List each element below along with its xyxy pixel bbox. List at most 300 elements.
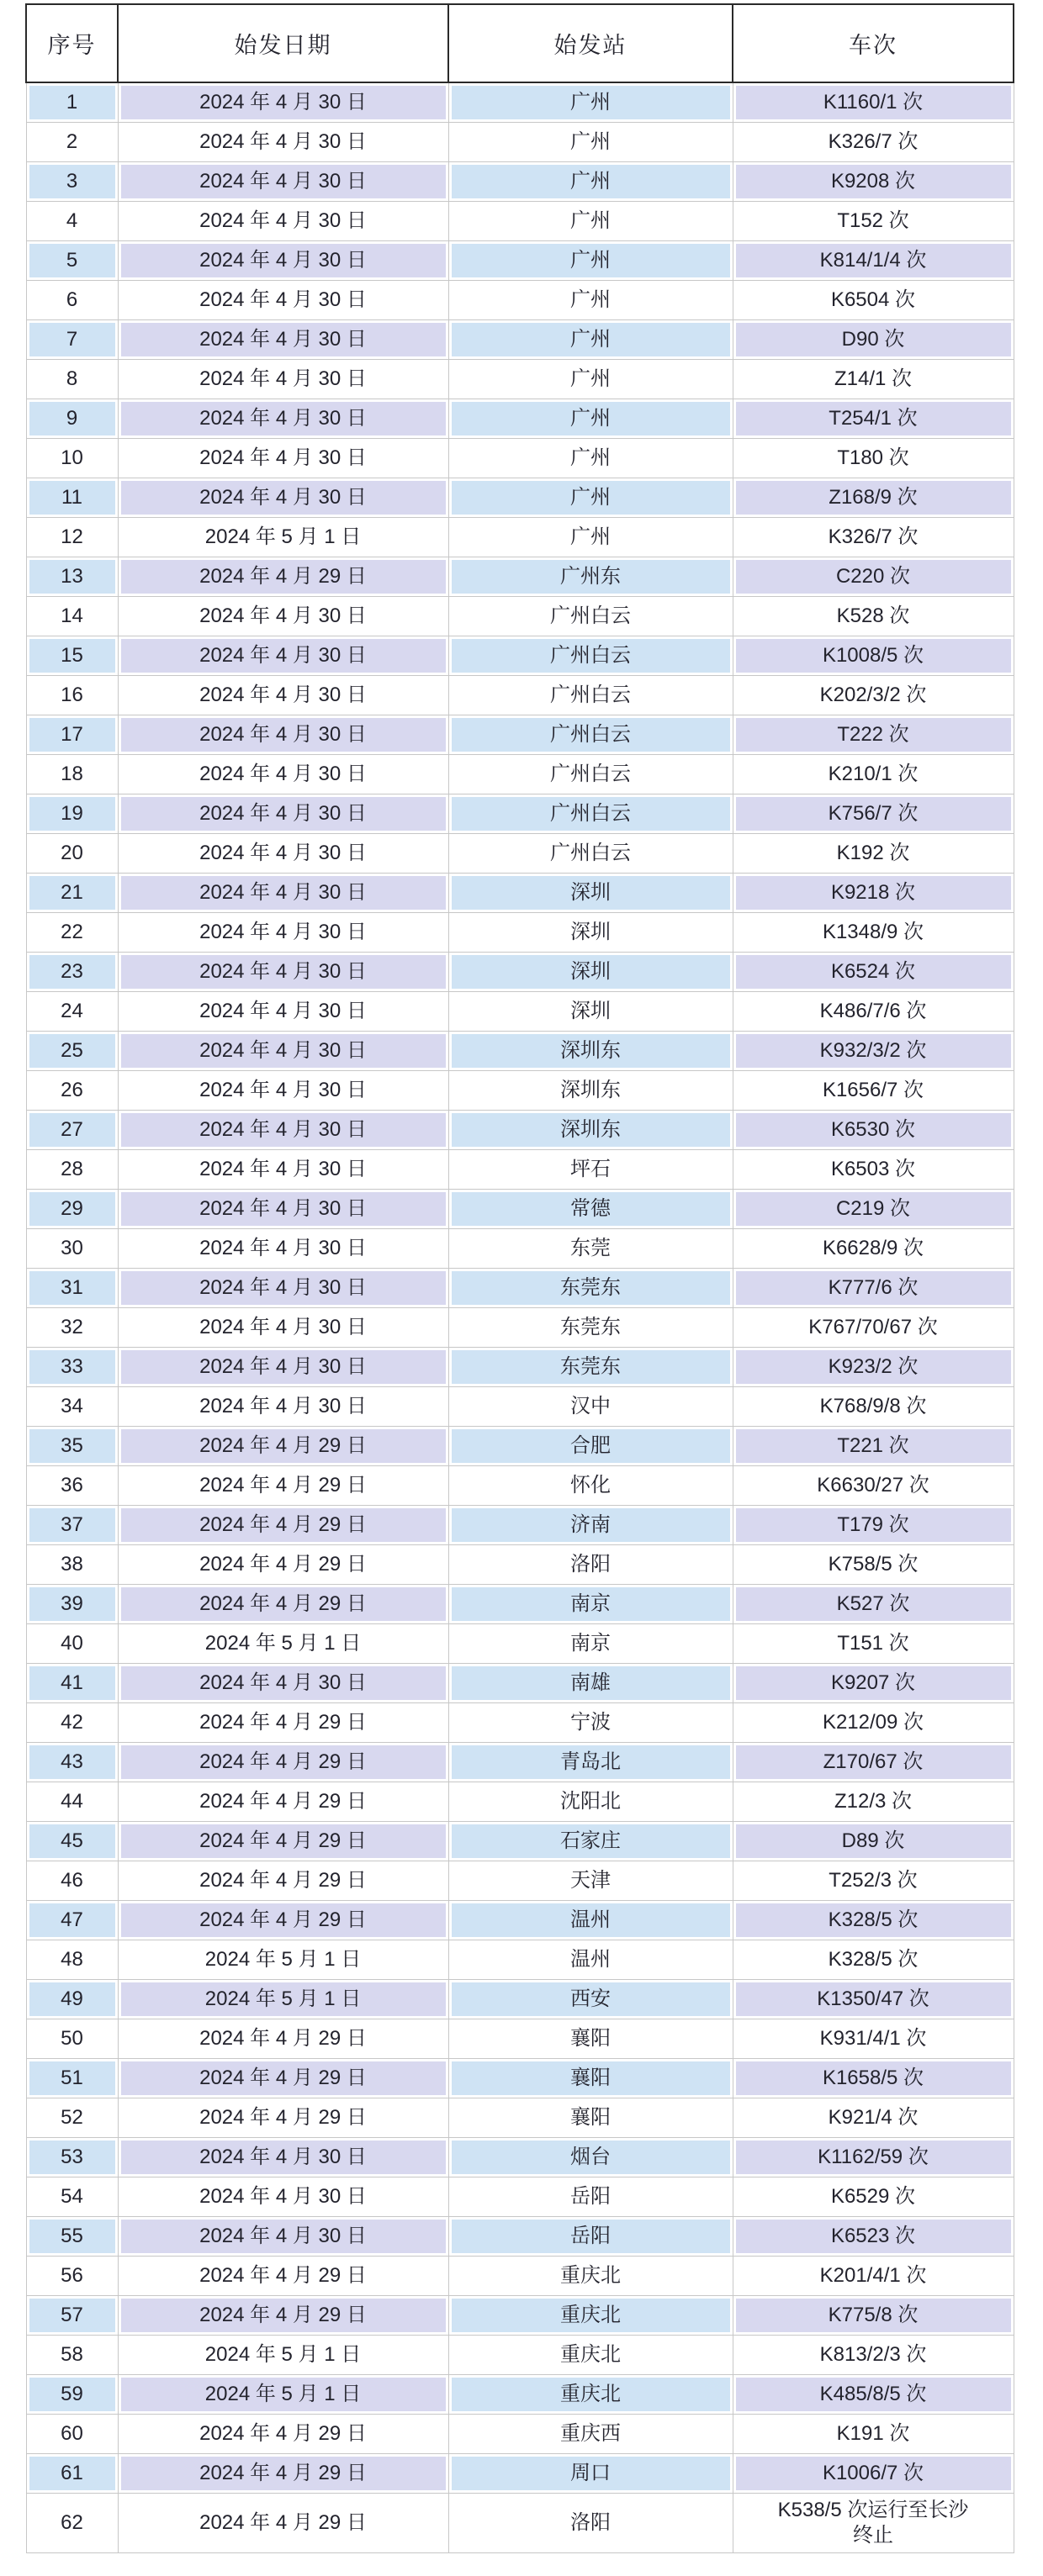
cell-departure-station: 襄阳 — [448, 2059, 733, 2098]
table-row — [26, 439, 1014, 478]
cell-departure-station: 广州白云 — [448, 597, 733, 636]
cell-departure-station: 岳阳 — [448, 2177, 733, 2217]
cell-serial-number: 5 — [26, 241, 118, 281]
table-row — [26, 518, 1014, 557]
cell-serial-number: 31 — [26, 1269, 118, 1308]
cell-train-number: K328/5 次 — [733, 1940, 1014, 1980]
table-row — [26, 360, 1014, 399]
cell-departure-station: 岳阳 — [448, 2217, 733, 2257]
table-row — [26, 1071, 1014, 1111]
cell-train-number: T151 次 — [733, 1624, 1014, 1664]
cell-train-number: K6523 次 — [733, 2217, 1014, 2257]
cell-departure-date: 2024 年 4 月 30 日 — [118, 1348, 448, 1387]
cell-train-number: K775/8 次 — [733, 2296, 1014, 2336]
cell-departure-station: 东莞东 — [448, 1348, 733, 1387]
table-row — [26, 597, 1014, 636]
cell-departure-date: 2024 年 4 月 30 日 — [118, 1190, 448, 1229]
table-row — [26, 478, 1014, 518]
cell-serial-number: 58 — [26, 2336, 118, 2375]
cell-departure-date: 2024 年 4 月 30 日 — [118, 1387, 448, 1427]
cell-serial-number: 44 — [26, 1782, 118, 1822]
cell-serial-number: 4 — [26, 202, 118, 241]
table-row — [26, 676, 1014, 715]
cell-departure-station: 东莞东 — [448, 1269, 733, 1308]
cell-departure-station: 西安 — [448, 1980, 733, 2019]
cell-departure-station: 广州白云 — [448, 755, 733, 794]
table-row — [26, 1664, 1014, 1703]
cell-departure-date: 2024 年 4 月 29 日 — [118, 1782, 448, 1822]
table-row — [26, 1466, 1014, 1506]
cell-serial-number: 48 — [26, 1940, 118, 1980]
table-row — [26, 320, 1014, 360]
cell-departure-station: 广州 — [448, 320, 733, 360]
cell-departure-station: 烟台 — [448, 2138, 733, 2177]
cell-departure-date: 2024 年 4 月 30 日 — [118, 281, 448, 320]
cell-departure-station: 深圳东 — [448, 1032, 733, 1071]
cell-departure-station: 洛阳 — [448, 2494, 733, 2553]
cell-departure-station: 重庆北 — [448, 2257, 733, 2296]
cell-serial-number: 54 — [26, 2177, 118, 2217]
table-row — [26, 1150, 1014, 1190]
cell-serial-number: 26 — [26, 1071, 118, 1111]
cell-departure-date: 2024 年 4 月 30 日 — [118, 439, 448, 478]
cell-departure-station: 温州 — [448, 1901, 733, 1940]
cell-departure-station: 深圳东 — [448, 1111, 733, 1150]
cell-serial-number: 51 — [26, 2059, 118, 2098]
cell-departure-date: 2024 年 4 月 30 日 — [118, 478, 448, 518]
cell-departure-station: 广州 — [448, 202, 733, 241]
cell-serial-number: 33 — [26, 1348, 118, 1387]
cell-serial-number: 25 — [26, 1032, 118, 1071]
cell-serial-number: 23 — [26, 953, 118, 992]
cell-serial-number: 17 — [26, 715, 118, 755]
cell-departure-station: 深圳 — [448, 992, 733, 1032]
table-row — [26, 2019, 1014, 2059]
table-row — [26, 1387, 1014, 1427]
table-row — [26, 2257, 1014, 2296]
cell-departure-station: 襄阳 — [448, 2019, 733, 2059]
cell-serial-number: 32 — [26, 1308, 118, 1348]
table-row — [26, 1940, 1014, 1980]
table-row — [26, 1743, 1014, 1782]
cell-departure-date: 2024 年 4 月 30 日 — [118, 360, 448, 399]
cell-departure-station: 广州 — [448, 82, 733, 123]
cell-serial-number: 15 — [26, 636, 118, 676]
cell-serial-number: 53 — [26, 2138, 118, 2177]
cell-train-number: K768/9/8 次 — [733, 1387, 1014, 1427]
cell-departure-date: 2024 年 4 月 30 日 — [118, 953, 448, 992]
cell-departure-date: 2024 年 5 月 1 日 — [118, 1940, 448, 1980]
cell-departure-station: 深圳东 — [448, 1071, 733, 1111]
cell-serial-number: 59 — [26, 2375, 118, 2415]
cell-serial-number: 1 — [26, 82, 118, 123]
cell-departure-station: 南京 — [448, 1624, 733, 1664]
cell-departure-station: 广州白云 — [448, 834, 733, 874]
cell-serial-number: 7 — [26, 320, 118, 360]
cell-departure-station: 重庆西 — [448, 2415, 733, 2454]
cell-train-number: K212/09 次 — [733, 1703, 1014, 1743]
cell-departure-station: 广州 — [448, 399, 733, 439]
cell-departure-date: 2024 年 4 月 30 日 — [118, 715, 448, 755]
cell-train-number: K210/1 次 — [733, 755, 1014, 794]
cell-train-number: K1656/7 次 — [733, 1071, 1014, 1111]
cell-departure-date: 2024 年 4 月 30 日 — [118, 874, 448, 913]
table-row — [26, 1308, 1014, 1348]
cell-train-number: K777/6 次 — [733, 1269, 1014, 1308]
cell-serial-number: 46 — [26, 1861, 118, 1901]
cell-train-number: K6529 次 — [733, 2177, 1014, 2217]
cell-serial-number: 38 — [26, 1545, 118, 1585]
cell-departure-station: 沈阳北 — [448, 1782, 733, 1822]
cell-train-number: K6628/9 次 — [733, 1229, 1014, 1269]
cell-serial-number: 24 — [26, 992, 118, 1032]
table-row — [26, 1229, 1014, 1269]
cell-serial-number: 43 — [26, 1743, 118, 1782]
cell-serial-number: 37 — [26, 1506, 118, 1545]
cell-train-number: K756/7 次 — [733, 794, 1014, 834]
cell-departure-date: 2024 年 4 月 30 日 — [118, 123, 448, 162]
cell-train-number: K9208 次 — [733, 162, 1014, 202]
cell-departure-station: 洛阳 — [448, 1545, 733, 1585]
cell-departure-date: 2024 年 4 月 30 日 — [118, 636, 448, 676]
cell-train-number: K192 次 — [733, 834, 1014, 874]
table-row — [26, 2494, 1014, 2553]
table-row — [26, 834, 1014, 874]
cell-departure-station: 深圳 — [448, 874, 733, 913]
cell-serial-number: 8 — [26, 360, 118, 399]
header-departure-date: 始发日期 — [118, 4, 448, 82]
cell-departure-station: 广州白云 — [448, 715, 733, 755]
table-row — [26, 2415, 1014, 2454]
table-row — [26, 1506, 1014, 1545]
cell-departure-date: 2024 年 4 月 29 日 — [118, 2494, 448, 2553]
cell-train-number: T221 次 — [733, 1427, 1014, 1466]
table-row — [26, 2296, 1014, 2336]
cell-train-number: K1348/9 次 — [733, 913, 1014, 953]
cell-departure-date: 2024 年 5 月 1 日 — [118, 1624, 448, 1664]
cell-train-number: K1160/1 次 — [733, 82, 1014, 123]
cell-train-number: K6630/27 次 — [733, 1466, 1014, 1506]
cell-departure-date: 2024 年 4 月 30 日 — [118, 1071, 448, 1111]
cell-train-number: K1162/59 次 — [733, 2138, 1014, 2177]
cell-train-number: K813/2/3 次 — [733, 2336, 1014, 2375]
cell-departure-date: 2024 年 4 月 29 日 — [118, 1506, 448, 1545]
cell-train-number: T180 次 — [733, 439, 1014, 478]
cell-departure-station: 宁波 — [448, 1703, 733, 1743]
cell-departure-date: 2024 年 4 月 30 日 — [118, 1150, 448, 1190]
cell-departure-station: 广州白云 — [448, 794, 733, 834]
cell-serial-number: 49 — [26, 1980, 118, 2019]
cell-departure-date: 2024 年 5 月 1 日 — [118, 2336, 448, 2375]
cell-serial-number: 11 — [26, 478, 118, 518]
cell-departure-date: 2024 年 4 月 30 日 — [118, 676, 448, 715]
cell-train-number: K328/5 次 — [733, 1901, 1014, 1940]
cell-departure-date: 2024 年 4 月 29 日 — [118, 1545, 448, 1585]
cell-serial-number: 9 — [26, 399, 118, 439]
table-row — [26, 2138, 1014, 2177]
cell-departure-station: 天津 — [448, 1861, 733, 1901]
cell-serial-number: 10 — [26, 439, 118, 478]
table-row — [26, 1032, 1014, 1071]
cell-departure-date: 2024 年 4 月 30 日 — [118, 399, 448, 439]
cell-serial-number: 47 — [26, 1901, 118, 1940]
cell-departure-date: 2024 年 4 月 29 日 — [118, 2454, 448, 2494]
table-row — [26, 1980, 1014, 2019]
table-row — [26, 1348, 1014, 1387]
table-row — [26, 636, 1014, 676]
table-row — [26, 755, 1014, 794]
cell-departure-station: 重庆北 — [448, 2296, 733, 2336]
cell-serial-number: 60 — [26, 2415, 118, 2454]
cell-serial-number: 13 — [26, 557, 118, 597]
cell-departure-date: 2024 年 4 月 30 日 — [118, 913, 448, 953]
cell-serial-number: 57 — [26, 2296, 118, 2336]
cell-departure-date: 2024 年 4 月 29 日 — [118, 1743, 448, 1782]
cell-serial-number: 14 — [26, 597, 118, 636]
cell-departure-station: 广州 — [448, 241, 733, 281]
cell-departure-station: 广州 — [448, 518, 733, 557]
table-row — [26, 281, 1014, 320]
cell-train-number: Z168/9 次 — [733, 478, 1014, 518]
cell-serial-number: 62 — [26, 2494, 118, 2553]
header-row — [26, 4, 1014, 82]
cell-departure-date: 2024 年 4 月 30 日 — [118, 202, 448, 241]
cell-departure-date: 2024 年 4 月 30 日 — [118, 162, 448, 202]
cell-train-number: Z14/1 次 — [733, 360, 1014, 399]
cell-train-number: K9218 次 — [733, 874, 1014, 913]
cell-departure-date: 2024 年 4 月 30 日 — [118, 2138, 448, 2177]
cell-serial-number: 12 — [26, 518, 118, 557]
table-row — [26, 1901, 1014, 1940]
table-row — [26, 1861, 1014, 1901]
cell-train-number: K931/4/1 次 — [733, 2019, 1014, 2059]
cell-train-number: Z170/67 次 — [733, 1743, 1014, 1782]
table-row — [26, 715, 1014, 755]
cell-departure-date: 2024 年 4 月 30 日 — [118, 834, 448, 874]
cell-serial-number: 55 — [26, 2217, 118, 2257]
cell-serial-number: 20 — [26, 834, 118, 874]
cell-departure-date: 2024 年 4 月 30 日 — [118, 794, 448, 834]
table-row — [26, 2059, 1014, 2098]
cell-departure-station: 怀化 — [448, 1466, 733, 1506]
cell-departure-date: 2024 年 4 月 30 日 — [118, 1111, 448, 1150]
table-row — [26, 2336, 1014, 2375]
cell-departure-station: 襄阳 — [448, 2098, 733, 2138]
cell-train-number: T222 次 — [733, 715, 1014, 755]
table-row — [26, 1624, 1014, 1664]
cell-departure-date: 2024 年 4 月 30 日 — [118, 2177, 448, 2217]
cell-departure-station: 济南 — [448, 1506, 733, 1545]
table-row — [26, 1269, 1014, 1308]
table-row — [26, 202, 1014, 241]
cell-departure-station: 青岛北 — [448, 1743, 733, 1782]
cell-departure-station: 广州白云 — [448, 636, 733, 676]
cell-departure-date: 2024 年 4 月 29 日 — [118, 2098, 448, 2138]
cell-train-number: K921/4 次 — [733, 2098, 1014, 2138]
cell-train-number: K758/5 次 — [733, 1545, 1014, 1585]
table-row — [26, 2098, 1014, 2138]
table-row — [26, 1190, 1014, 1229]
table-row — [26, 2177, 1014, 2217]
cell-train-number: K6524 次 — [733, 953, 1014, 992]
cell-serial-number: 40 — [26, 1624, 118, 1664]
cell-departure-date: 2024 年 5 月 1 日 — [118, 1980, 448, 2019]
table-row — [26, 992, 1014, 1032]
cell-departure-date: 2024 年 4 月 29 日 — [118, 2296, 448, 2336]
table-row — [26, 399, 1014, 439]
cell-serial-number: 30 — [26, 1229, 118, 1269]
cell-departure-date: 2024 年 5 月 1 日 — [118, 518, 448, 557]
cell-train-number: K201/4/1 次 — [733, 2257, 1014, 2296]
cell-train-number: K486/7/6 次 — [733, 992, 1014, 1032]
cell-departure-station: 重庆北 — [448, 2375, 733, 2415]
cell-train-number: K6504 次 — [733, 281, 1014, 320]
cell-serial-number: 2 — [26, 123, 118, 162]
cell-serial-number: 42 — [26, 1703, 118, 1743]
cell-train-number: K6503 次 — [733, 1150, 1014, 1190]
cell-departure-station: 石家庄 — [448, 1822, 733, 1861]
table-header — [26, 4, 1014, 82]
cell-departure-date: 2024 年 4 月 29 日 — [118, 1861, 448, 1901]
cell-departure-date: 2024 年 4 月 30 日 — [118, 2217, 448, 2257]
cell-train-number: K1006/7 次 — [733, 2454, 1014, 2494]
cell-departure-date: 2024 年 4 月 29 日 — [118, 2415, 448, 2454]
cell-train-number: K202/3/2 次 — [733, 676, 1014, 715]
cell-train-number: K814/1/4 次 — [733, 241, 1014, 281]
cell-serial-number: 28 — [26, 1150, 118, 1190]
cell-departure-date: 2024 年 4 月 29 日 — [118, 1901, 448, 1940]
cell-serial-number: 36 — [26, 1466, 118, 1506]
cell-serial-number: 18 — [26, 755, 118, 794]
cell-serial-number: 22 — [26, 913, 118, 953]
cell-departure-station: 广州白云 — [448, 676, 733, 715]
cell-train-number: K528 次 — [733, 597, 1014, 636]
cell-train-number: K1658/5 次 — [733, 2059, 1014, 2098]
table-row — [26, 557, 1014, 597]
cell-departure-date: 2024 年 4 月 30 日 — [118, 597, 448, 636]
cell-departure-station: 东莞 — [448, 1229, 733, 1269]
cell-serial-number: 52 — [26, 2098, 118, 2138]
cell-serial-number: 41 — [26, 1664, 118, 1703]
cell-departure-date: 2024 年 4 月 29 日 — [118, 2059, 448, 2098]
cell-train-number: K923/2 次 — [733, 1348, 1014, 1387]
cell-serial-number: 6 — [26, 281, 118, 320]
cell-train-number: D90 次 — [733, 320, 1014, 360]
table-row — [26, 123, 1014, 162]
cell-departure-date: 2024 年 4 月 30 日 — [118, 1269, 448, 1308]
cell-train-number: K6530 次 — [733, 1111, 1014, 1150]
cell-departure-station: 坪石 — [448, 1150, 733, 1190]
cell-train-number: K767/70/67 次 — [733, 1308, 1014, 1348]
cell-departure-station: 深圳 — [448, 913, 733, 953]
cell-departure-date: 2024 年 4 月 30 日 — [118, 755, 448, 794]
table-row — [26, 162, 1014, 202]
cell-departure-station: 广州 — [448, 439, 733, 478]
cell-serial-number: 19 — [26, 794, 118, 834]
cell-train-number: K1008/5 次 — [733, 636, 1014, 676]
cell-departure-date: 2024 年 4 月 29 日 — [118, 1466, 448, 1506]
cell-serial-number: 39 — [26, 1585, 118, 1624]
cell-train-number: K932/3/2 次 — [733, 1032, 1014, 1071]
cell-train-number: K485/8/5 次 — [733, 2375, 1014, 2415]
cell-serial-number: 21 — [26, 874, 118, 913]
cell-train-number: T179 次 — [733, 1506, 1014, 1545]
cell-train-number: K1350/47 次 — [733, 1980, 1014, 2019]
cell-departure-station: 温州 — [448, 1940, 733, 1980]
cell-train-number: T252/3 次 — [733, 1861, 1014, 1901]
cell-serial-number: 35 — [26, 1427, 118, 1466]
cell-train-number: K538/5 次运行至长沙终止 — [733, 2494, 1014, 2553]
cell-departure-station: 广州 — [448, 360, 733, 399]
cell-departure-date: 2024 年 4 月 30 日 — [118, 1032, 448, 1071]
cell-departure-date: 2024 年 4 月 30 日 — [118, 320, 448, 360]
cell-train-number: C220 次 — [733, 557, 1014, 597]
cell-departure-date: 2024 年 4 月 29 日 — [118, 1822, 448, 1861]
table-row — [26, 1782, 1014, 1822]
cell-departure-station: 广州 — [448, 478, 733, 518]
cell-departure-station: 广州 — [448, 281, 733, 320]
cell-departure-date: 2024 年 4 月 29 日 — [118, 2019, 448, 2059]
cell-departure-date: 2024 年 4 月 29 日 — [118, 2257, 448, 2296]
table-row — [26, 1703, 1014, 1743]
cell-departure-date: 2024 年 4 月 29 日 — [118, 1703, 448, 1743]
cell-departure-date: 2024 年 4 月 30 日 — [118, 241, 448, 281]
table-row — [26, 794, 1014, 834]
cell-departure-date: 2024 年 4 月 29 日 — [118, 1585, 448, 1624]
cell-train-number: K527 次 — [733, 1585, 1014, 1624]
cell-departure-station: 常德 — [448, 1190, 733, 1229]
table-row — [26, 241, 1014, 281]
table-row — [26, 2217, 1014, 2257]
cell-serial-number: 61 — [26, 2454, 118, 2494]
cell-departure-station: 周口 — [448, 2454, 733, 2494]
cell-serial-number: 45 — [26, 1822, 118, 1861]
table-row — [26, 874, 1014, 913]
cell-serial-number: 3 — [26, 162, 118, 202]
cell-train-number: T152 次 — [733, 202, 1014, 241]
cell-serial-number: 34 — [26, 1387, 118, 1427]
cell-departure-station: 广州 — [448, 162, 733, 202]
cell-train-number: K9207 次 — [733, 1664, 1014, 1703]
cell-departure-station: 深圳 — [448, 953, 733, 992]
table-row — [26, 1822, 1014, 1861]
cell-train-number: T254/1 次 — [733, 399, 1014, 439]
cell-departure-station: 重庆北 — [448, 2336, 733, 2375]
cell-train-number: C219 次 — [733, 1190, 1014, 1229]
cell-departure-station: 广州 — [448, 123, 733, 162]
cell-serial-number: 56 — [26, 2257, 118, 2296]
cell-departure-station: 南雄 — [448, 1664, 733, 1703]
table-row — [26, 1111, 1014, 1150]
cell-departure-station: 汉中 — [448, 1387, 733, 1427]
cell-train-number: K326/7 次 — [733, 518, 1014, 557]
cell-serial-number: 50 — [26, 2019, 118, 2059]
table-row — [26, 913, 1014, 953]
cell-departure-date: 2024 年 4 月 29 日 — [118, 1427, 448, 1466]
cell-departure-station: 东莞东 — [448, 1308, 733, 1348]
cell-train-number: Z12/3 次 — [733, 1782, 1014, 1822]
cell-train-number: K191 次 — [733, 2415, 1014, 2454]
cell-train-number: K326/7 次 — [733, 123, 1014, 162]
cell-departure-station: 广州东 — [448, 557, 733, 597]
table-row — [26, 2454, 1014, 2494]
cell-departure-date: 2024 年 4 月 30 日 — [118, 1229, 448, 1269]
table-row — [26, 1427, 1014, 1466]
cell-departure-date: 2024 年 5 月 1 日 — [118, 2375, 448, 2415]
cell-departure-date: 2024 年 4 月 30 日 — [118, 992, 448, 1032]
cell-departure-date: 2024 年 4 月 30 日 — [118, 1664, 448, 1703]
cell-departure-date: 2024 年 4 月 30 日 — [118, 1308, 448, 1348]
